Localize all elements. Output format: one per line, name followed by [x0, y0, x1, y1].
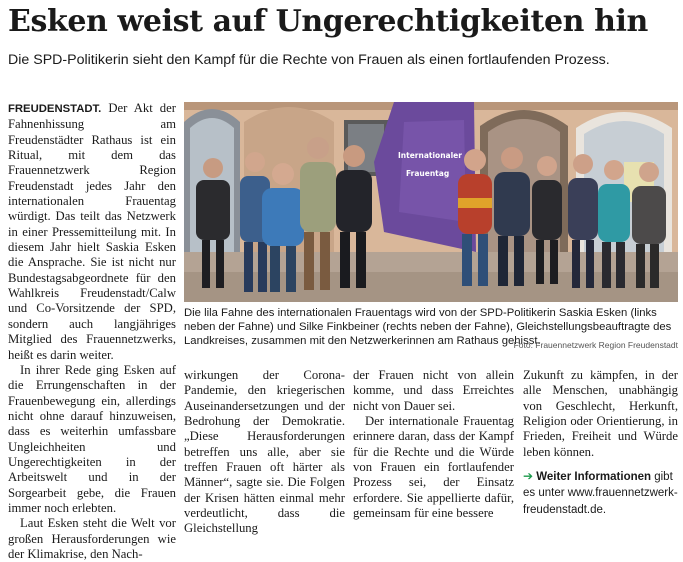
paragraph: In ihrer Rede ging Esken auf die Errungenschaften in der Frauenbewegung ein, allerdings nicht ohne darauf hinzuweisen, dass es weiterhin umfassbare Ungleichheiten und Ungerechtigkeiten in der Arbeitswelt und in der Sorgearbeit gebe, die Frauen immer noch erlebten. — [8, 362, 176, 515]
paragraph: Laut Esken steht die Welt vor großen Herausforderungen wie der Klimakrise, den Nach- — [8, 516, 176, 561]
article-column-4 — [523, 368, 678, 518]
arrow-right-icon: ➔ — [523, 469, 534, 484]
paragraph: wirkungen der Corona-Pandemie, den kriegerischen Auseinandersetzungen und der Bedrohung der Demokratie. „Diese Herausforderungen betreffen uns alle, aber sie treffen Frauen oft härter als Männer“, sagte sie. Die Folgen der Krisen hätten einmal mehr verdeutlicht, dass die Gleichstellung — [184, 368, 345, 536]
headline: Esken weist auf Ungerechtigkeiten hin — [8, 4, 648, 39]
article-column-1 — [8, 101, 176, 562]
flag-text: Frauentag — [406, 169, 450, 178]
info-text[interactable]: gibt es unter www.frauennetzwerk-freudenstadt.de. — [523, 471, 678, 516]
article-photo — [184, 102, 678, 302]
photo-caption: Die lila Fahne des internationalen Frauentags wird von der SPD-Politikerin Saskia Esken (links neben der Fahne) und Silke Finkbeiner (rechts neben der Fahne), Gleichstellungsbeauftragte des Landkreises, zusammen mit den Netzwerkerinnen am Rathaus gehisst. — [184, 307, 672, 348]
article-column-2 — [184, 368, 345, 537]
info-label: Weiter Informationen — [536, 471, 652, 484]
paragraph: Zukunft zu kämpfen, in der alle Menschen, unabhängig von Geschlecht, Herkunft, Religion oder Orientierung, in Frieden, Freiheit und Würde leben können. — [523, 368, 678, 459]
paragraph-text: Der Akt der Fahnenhissung am Freudenstädter Rathaus ist ein Ritual, mit dem das Frauennetzwerk Region Freudenstadt jedes Jahr den internationalen Frauentag würdigt. Das teilt das Netzwerk in einer Pressemitteilung mit. In diesem Jahr hielt Saskia Esken die Ansprache. Sie ist nicht nur Bundestagsabgeordnete für den Wahlkreis Freudenstadt/Calw und Co-Vorsitzende der SPD, sondern auch langjähriges Mitglied des Frauennetzwerks, heißt es darin weiter. — [8, 101, 176, 362]
subline: Die SPD-Politikerin sieht den Kampf für die Rechte von Frauen als einen fortlaufenden Prozess. — [8, 52, 610, 68]
paragraph: der Frauen nicht von allein komme, und dass Erreichtes nicht von Dauer sei. — [353, 368, 514, 413]
info-box — [523, 469, 678, 518]
photo-credit: Foto: Frauennetzwerk Region Freudenstadt — [513, 340, 678, 350]
article-column-3 — [353, 368, 514, 521]
dateline: FREUDENSTADT. — [8, 103, 102, 115]
paragraph: Der internationale Frauentag erinnere daran, dass der Kampf für die Rechte und die Würde von Frauen ein fortlaufender Prozess sei, der Einsatz erfordere. Sie appellierte dafür, gemeinsam für eine bessere — [353, 414, 514, 521]
paragraph — [8, 101, 176, 363]
flag-text: Internationaler — [398, 151, 462, 160]
